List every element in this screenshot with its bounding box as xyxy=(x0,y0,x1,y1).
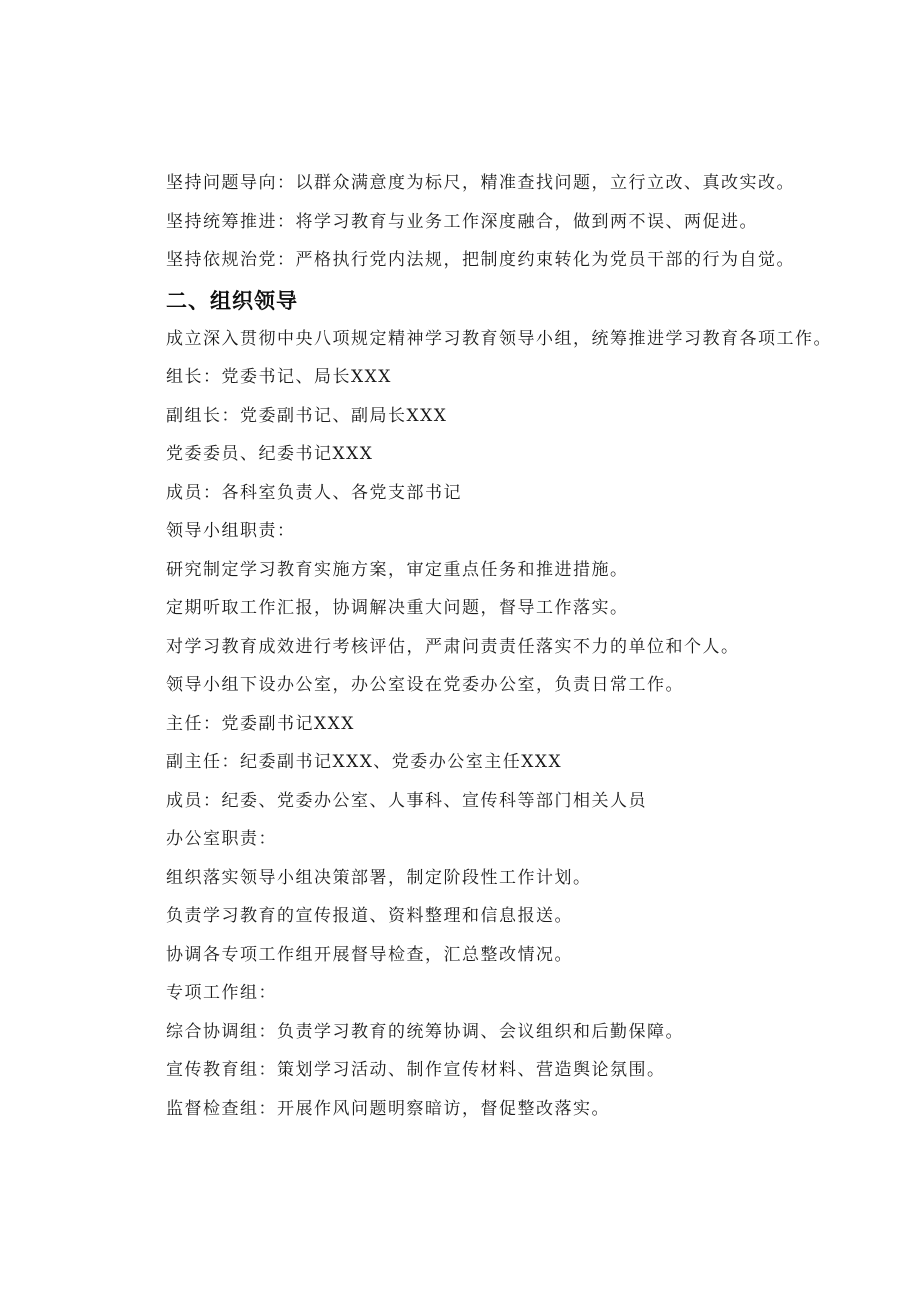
office-intro: 领导小组下设办公室，办公室设在党委办公室，负责日常工作。 xyxy=(166,675,684,695)
leading-group-leader: 组长：党委书记、局长XXX xyxy=(166,367,392,387)
office-deputy-director: 副主任：纪委副书记XXX、党委办公室主任XXX xyxy=(166,752,563,772)
task-group-item: 综合协调组：负责学习教育的统筹协调、会议组织和后勤保障。 xyxy=(166,1021,684,1042)
office-director: 主任：党委副书记XXX xyxy=(166,713,355,734)
leading-group-members: 成员：各科室负责人、各党支部书记 xyxy=(166,482,462,503)
office-duty-item: 负责学习教育的宣传报道、资料整理和信息报送。 xyxy=(166,906,573,926)
office-duties-title: 办公室职责： xyxy=(166,829,277,849)
leading-group-deputy-leader: 副组长：党委副书记、副局长XXX xyxy=(166,405,448,426)
office-members: 成员：纪委、党委办公室、人事科、宣传科等部门相关人员 xyxy=(166,790,647,811)
task-group-item: 宣传教育组：策划学习活动、制作宣传材料、营造舆论氛围。 xyxy=(166,1060,666,1080)
task-group-item: 监督检查组：开展作风问题明察暗访，督促整改落实。 xyxy=(166,1098,610,1119)
leading-group-duty-item: 研究制定学习教育实施方案，审定重点任务和推进措施。 xyxy=(166,559,629,580)
section-heading-organization: 二、组织领导 xyxy=(166,288,298,313)
task-groups-title: 专项工作组： xyxy=(166,983,277,1003)
principle-problem-oriented: 坚持问题导向：以群众满意度为标尺，精准查找问题，立行立改、真改实改。 xyxy=(166,173,795,193)
leading-group-duty-item: 定期听取工作汇报，协调解决重大问题，督导工作落实。 xyxy=(166,598,629,618)
principle-coordinated-advance: 坚持统筹推进：将学习教育与业务工作深度融合，做到两不误、两促进。 xyxy=(166,211,758,232)
office-duty-item: 协调各专项工作组开展督导检查，汇总整改情况。 xyxy=(166,944,573,965)
leading-group-duties-title: 领导小组职责： xyxy=(166,521,296,541)
principle-rule-based: 坚持依规治党：严格执行党内法规，把制度约束转化为党员干部的行为自觉。 xyxy=(166,250,795,270)
document-body xyxy=(166,168,846,1132)
leading-group-duty-item: 对学习教育成效进行考核评估，严肃问责责任落实不力的单位和个人。 xyxy=(166,636,740,657)
leading-group-intro: 成立深入贯彻中央八项规定精神学习教育领导小组，统筹推进学习教育各项工作。 xyxy=(166,328,832,349)
leading-group-discipline-member: 党委委员、纪委书记XXX xyxy=(166,444,374,464)
office-duty-item: 组织落实领导小组决策部署，制定阶段性工作计划。 xyxy=(166,867,592,888)
